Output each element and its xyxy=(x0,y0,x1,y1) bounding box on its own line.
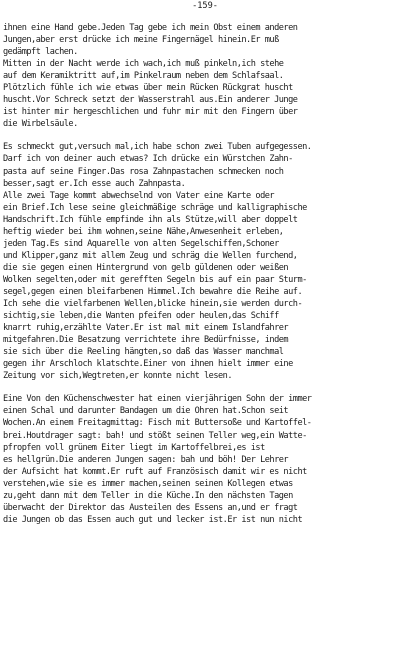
text-line: es hellgrün.Die anderen Jungen sagen: bah und böh! Der Lehrer xyxy=(3,454,289,465)
paragraph-1 xyxy=(3,22,407,130)
text-line: besser,sagt er.Ich esse auch Zahnpasta. xyxy=(3,178,186,189)
text-line: die Jungen ob das Essen auch gut und lecker ist.Er ist nun nicht xyxy=(3,514,303,525)
text-line: Wochen.An einem Freitagmittag: Fisch mit Buttersoße und Kartoffel- xyxy=(3,418,312,429)
text-line: die sie gegen einen Hintergrund von gelb güldenen oder weißen xyxy=(3,262,289,273)
text-line: verstehen,wie sie es immer machen,seinen seinen Kollegen etwas xyxy=(3,478,293,489)
text-line: Darf ich von deiner auch etwas? Ich drücke ein Würstchen Zahn- xyxy=(3,154,293,165)
text-line: Wolken segelten,oder mit gerefften Segeln bis auf ein paar Sturm- xyxy=(3,274,307,285)
text-line: auf dem Keramiktritt auf,im Pinkelraum neben dem Schlafsaal. xyxy=(3,71,284,82)
text-line: Mitten in der Nacht werde ich wach,ich muß pinkeln,ich stehe xyxy=(3,59,284,70)
text-line: pfropfen voll grünem Eiter liegt im Kartoffelbrei,es ist xyxy=(3,442,265,453)
text-line: Handschrift.Ich fühle empfinde ihn als Stütze,will aber doppelt xyxy=(3,214,298,225)
text-line: und Klipper,ganz mit allem Zeug und schräg die Wellen furchend, xyxy=(3,250,298,261)
text-line: brei.Houtdrager sagt: bah! und stößt seinen Teller weg,ein Watte- xyxy=(3,430,307,441)
text-line: Es schmeckt gut,versuch mal,ich habe schon zwei Tuben aufgegessen. xyxy=(3,142,312,153)
text-line: huscht.Vor Schreck setzt der Wasserstrahl aus.Ein anderer Junge xyxy=(3,95,298,106)
text-line: Alle zwei Tage kommt abwechselnd von Vater eine Karte oder xyxy=(3,190,275,201)
text-line: segel,gegen einen bleifarbenen Himmel.Ich bewahre die Reihe auf. xyxy=(3,286,303,297)
text-line: einen Schal und darunter Bandagen um die Ohren hat.Schon seit xyxy=(3,406,289,417)
text-line: Zeitung vor sich,Wegtreten,er konnte nicht lesen. xyxy=(3,371,233,382)
text-line: die Wirbelsäule. xyxy=(3,119,78,130)
text-line: knarrt ruhig,erzählte Vater.Er ist mal mit einem Islandfahrer xyxy=(3,323,289,334)
paragraph-3 xyxy=(3,393,407,526)
text-line: Ich sehe die vielfarbenen Wellen,blicke hinein,sie werden durch- xyxy=(3,299,303,310)
text-line: zu,geht dann mit dem Teller in die Küche.In den nächsten Tagen xyxy=(3,490,293,501)
text-line: mitgefahren.Die Besatzung verrichtete ihre Bedürfnisse, indem xyxy=(3,335,289,346)
text-line: heftig wieder bei ihm wohnen,seine Nähe,Anwesenheit erleben, xyxy=(3,226,284,237)
text-line: überwacht der Direktor das Austeilen des Essens an,und er fragt xyxy=(3,502,298,513)
text-line: gegen ihr Arschloch klatschte.Einer von ihnen hielt immer eine xyxy=(3,359,293,370)
text-line: der Aufsicht hat kommt.Er ruft auf Französisch damit wir es nicht xyxy=(3,466,307,477)
text-line: Plötzlich fühle ich wie etwas über mein Rücken Rückgrat huscht xyxy=(3,83,293,94)
text-line: ist hinter mir hergeschlichen und fuhr mir mit den Fingern über xyxy=(3,107,298,118)
text-line: gedämpft lachen. xyxy=(3,47,78,58)
text-line: ein Brief.Ich lese seine gleichmäßige schräge und kalligraphische xyxy=(3,202,307,213)
text-line: ihnen eine Hand gebe.Jeden Tag gebe ich mein Obst einem anderen xyxy=(3,23,298,33)
page-number: -159- xyxy=(192,1,218,11)
text-line: pasta auf seine Finger.Das rosa Zahnpastachen schmecken noch xyxy=(3,166,284,177)
paragraph-2 xyxy=(3,141,407,382)
text-line: sichtig,sie leben,die Wanten pfeifen oder heulen,das Schiff xyxy=(3,311,279,322)
text-line: Eine Von den Küchenschwester hat einen vierjährigen Sohn der immer xyxy=(3,394,312,405)
text-line: Jungen,aber erst drücke ich meine Fingernägel hinein.Er muß xyxy=(3,35,279,46)
text-line: sie sich über die Reeling hängten,so daß das Wasser manchmal xyxy=(3,347,284,358)
text-line: jeden Tag.Es sind Aquarelle von alten Segelschiffen,Schoner xyxy=(3,238,279,249)
